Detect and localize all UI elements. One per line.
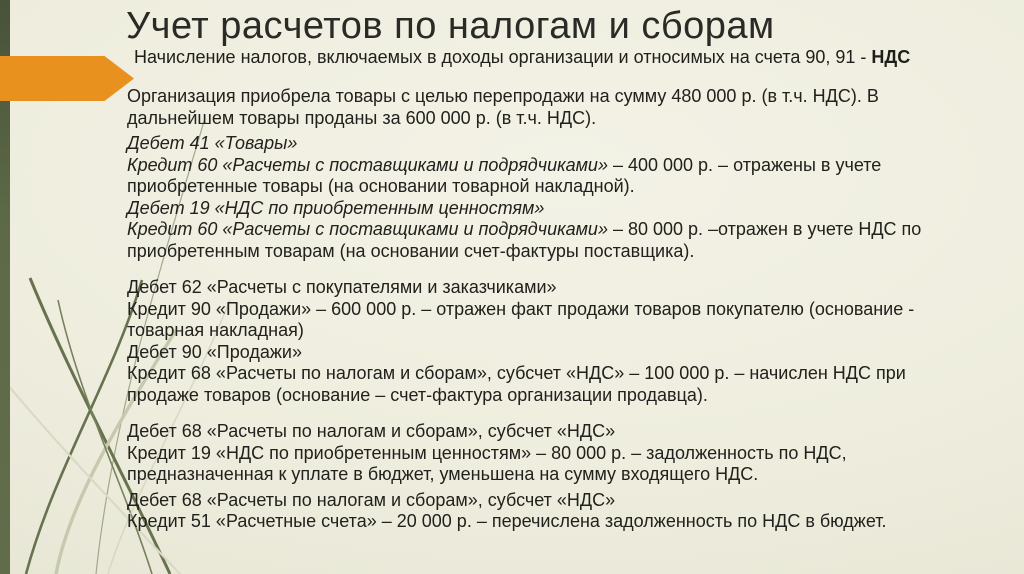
body-line xyxy=(127,219,1017,241)
text-segment: Дебет 90 «Продажи» xyxy=(127,341,302,362)
text-segment: приобретенные товары (на основании товарной накладной). xyxy=(127,176,635,196)
text-segment: предназначенная к уплате в бюджет, уменьшена на сумму входящего НДС. xyxy=(127,464,759,484)
body-line xyxy=(127,198,1017,220)
body-line xyxy=(127,320,1017,342)
body-line xyxy=(127,155,1017,177)
body-line xyxy=(127,176,1017,198)
body-line xyxy=(127,86,1017,108)
body-line xyxy=(127,363,1017,385)
body-line xyxy=(127,464,1017,486)
text-segment: Дебет 62 «Расчеты с покупателями и заказчиками» xyxy=(127,277,557,297)
body-block xyxy=(127,421,1017,486)
body-line xyxy=(127,385,1017,407)
slide-title: Учет расчетов по налогам и сборам xyxy=(126,5,775,47)
subtitle-emphasis: НДС xyxy=(871,47,911,67)
text-segment: Кредит 19 «НДС по приобретенным ценностям» – 80 000 р. – задолженность по НДС, xyxy=(127,442,847,463)
body-line xyxy=(127,490,1017,512)
body-line xyxy=(127,299,1017,321)
text-segment: Дебет 41 «Товары» xyxy=(127,133,298,153)
text-segment: Дебет 19 «НДС по приобретенным ценностям» xyxy=(127,197,545,218)
text-segment: товарная накладная) xyxy=(127,320,304,340)
accent-arrow xyxy=(0,56,134,101)
slide-subtitle xyxy=(134,47,1014,68)
text-segment: продаже товаров (основание – счет-фактура организации продавца). xyxy=(127,384,708,405)
body-line xyxy=(127,421,1017,443)
text-segment: Организация приобрела товары с целью перепродажи на сумму 480 000 р. (в т.ч. НДС). В xyxy=(127,86,879,106)
subtitle-text: Начисление налогов, включаемых в доходы организации и относимых на счета 90, 91 - xyxy=(134,47,872,67)
body-block xyxy=(127,490,1017,533)
body-block xyxy=(127,277,1017,406)
slide-body xyxy=(127,86,1017,533)
text-segment: Кредит 90 «Продажи» – 600 000 р. – отражен факт продажи товаров покупателю (основание - xyxy=(127,298,915,319)
text-segment: Кредит 60 «Расчеты с поставщиками и подрядчиками» xyxy=(127,154,608,175)
text-segment: – 400 000 р. – отражены в учете xyxy=(607,154,882,175)
body-line xyxy=(127,342,1017,364)
body-line xyxy=(127,511,1017,533)
text-segment: дальнейшем товары проданы за 600 000 р. (в т.ч. НДС). xyxy=(127,107,597,128)
body-line xyxy=(127,133,1017,155)
text-segment: Кредит 68 «Расчеты по налогам и сборам», субсчет «НДС» – 100 000 р. – начислен НДС при xyxy=(127,363,906,383)
text-segment: Дебет 68 «Расчеты по налогам и сборам», субсчет «НДС» xyxy=(127,421,616,441)
body-line xyxy=(127,443,1017,465)
text-segment: Кредит 60 «Расчеты с поставщиками и подрядчиками» xyxy=(127,219,608,239)
body-line xyxy=(127,108,1017,130)
text-segment: – 80 000 р. –отражен в учете НДС по xyxy=(607,219,922,239)
body-block xyxy=(127,86,1017,129)
text-segment: приобретенным товарам (на основании счет-фактуры поставщика). xyxy=(127,240,695,261)
body-block xyxy=(127,133,1017,262)
text-segment: Кредит 51 «Расчетные счета» – 20 000 р. – перечислена задолженность по НДС в бюджет. xyxy=(127,511,887,531)
body-line xyxy=(127,241,1017,263)
text-segment: Дебет 68 «Расчеты по налогам и сборам», субсчет «НДС» xyxy=(127,489,616,510)
body-line xyxy=(127,277,1017,299)
